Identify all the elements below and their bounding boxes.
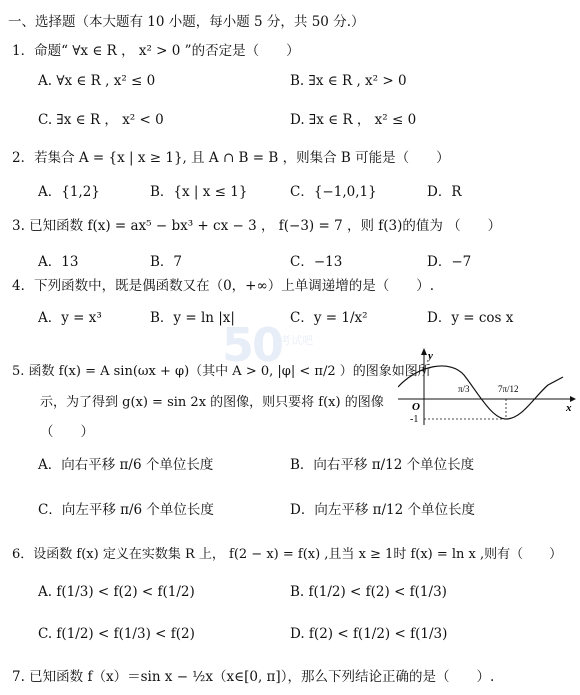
q6-option-b[interactable]: B. f(1/2) < f(2) < f(1/3) xyxy=(290,584,447,600)
q6-option-a[interactable]: A. f(1/3) < f(2) < f(1/2) xyxy=(38,584,195,600)
tick-7pi-over-12: 7π/12 xyxy=(498,384,519,394)
q4-option-d[interactable]: D．y = cos x xyxy=(427,310,514,326)
q2-option-b[interactable]: B．{x | x ≤ 1} xyxy=(150,184,248,200)
x-label: x xyxy=(566,402,572,414)
watermark: 50 xyxy=(222,318,283,372)
q2-option-c[interactable]: C．{−1,0,1} xyxy=(290,184,377,200)
question-1-stem: 1．命题“ ∀x ∈ R ， x² > 0 ”的否定是（ ） xyxy=(12,43,300,59)
q1-option-a[interactable]: A. ∀x ∈ R , x² ≤ 0 xyxy=(38,73,156,89)
q3-option-c[interactable]: C．−13 xyxy=(290,254,343,270)
section-title: 一、选择题（本大题有 10 小题，每小题 5 分，共 50 分.） xyxy=(8,14,365,30)
q3-option-d[interactable]: D．−7 xyxy=(427,254,472,270)
q3-option-a[interactable]: A．13 xyxy=(38,254,79,270)
question-5-stem-line3: （ ） xyxy=(40,424,94,440)
q6-option-c[interactable]: C. f(1/2) < f(1/3) < f(2) xyxy=(38,626,195,642)
question-5-stem-line1: 5. 函数 f(x) = A sin(ωx + φ)（其中 A > 0, |φ| < π/2 ）的图象如图所 xyxy=(12,364,431,379)
q4-option-c[interactable]: C．y = 1/x² xyxy=(290,310,368,326)
question-4-stem: 4．下列函数中，既是偶函数又在（0，+∞）上单调递增的是（ ）. xyxy=(12,278,435,294)
question-3-stem: 3. 已知函数 f(x) = ax⁵ − bx³ + cx − 3 ， f(−3) = 7 ，则 f(3)的值为 （ ） xyxy=(12,218,502,234)
question-7-stem: 7. 已知函数 f（x）＝sin x − ½x（x∈[0, π]），那么下列结论正确的是（ ）. xyxy=(12,669,495,685)
y-axis-arrow xyxy=(421,348,427,355)
y-label: y xyxy=(428,350,433,362)
question-2-stem: 2．若集合 A = {x | x ≥ 1}, 且 A ∩ B = B ，则集合 B 可能是（ ） xyxy=(12,150,450,166)
q4-option-b[interactable]: B．y = ln |x| xyxy=(150,310,235,326)
question-6-stem: 6．设函数 f(x) 定义在实数集 R 上， f(2 − x) = f(x) ,且当 x ≥ 1时 f(x) = ln x ,则有（ ） xyxy=(12,547,563,562)
q4-option-a[interactable]: A．y = x³ xyxy=(38,310,102,326)
q6-option-d[interactable]: D. f(2) < f(1/2) < f(1/3) xyxy=(290,626,448,642)
q1-option-b[interactable]: B. ∃x ∈ R , x² > 0 xyxy=(290,73,407,89)
q5-option-a[interactable]: A．向右平移 π/6 个单位长度 xyxy=(38,457,214,473)
origin-label: O xyxy=(412,401,420,413)
sine-graph xyxy=(398,347,576,427)
q1-option-c[interactable]: C. ∃x ∈ R ， x² < 0 xyxy=(38,112,164,128)
q2-option-d[interactable]: D．R xyxy=(427,184,462,200)
tick-pi-over-3: π/3 xyxy=(458,384,470,394)
q5-option-c[interactable]: C．向左平移 π/6 个单位长度 xyxy=(38,502,214,518)
q5-option-d[interactable]: D．向左平移 π/12 个单位长度 xyxy=(290,502,476,518)
neg-one-label: -1 xyxy=(410,414,419,425)
watermark-sub: 考试吧 xyxy=(280,334,313,347)
q3-option-b[interactable]: B．7 xyxy=(150,254,183,270)
q5-option-b[interactable]: B．向右平移 π/12 个单位长度 xyxy=(290,457,475,473)
q2-option-a[interactable]: A．{1,2} xyxy=(38,184,100,200)
sine-curve xyxy=(398,366,563,419)
question-5-stem-line2: 示，为了得到 g(x) = sin 2x 的图像，则只要将 f(x) 的图像 xyxy=(40,395,384,410)
q1-option-d[interactable]: D. ∃x ∈ R ， x² ≤ 0 xyxy=(290,112,417,128)
